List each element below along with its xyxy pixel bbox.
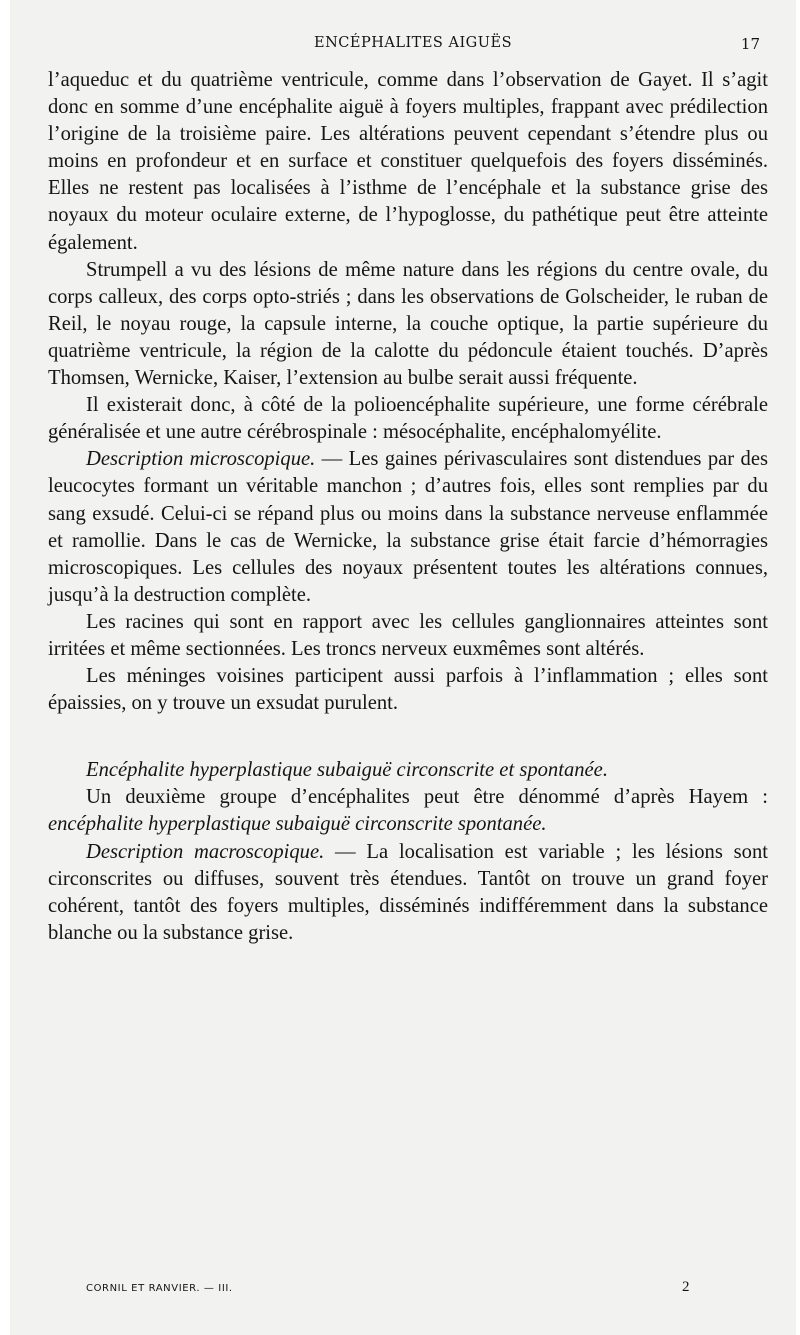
body-text <box>48 67 768 947</box>
paragraph-5: Les racines qui sont en rapport avec les cellules ganglionnaires atteintes sont irritées et même sectionnées. Les troncs nerveux euxmêmes sont altérés. <box>48 610 768 660</box>
sheet-number: 2 <box>682 1279 690 1295</box>
paragraph-7 <box>48 784 768 838</box>
paragraph-1: l’aqueduc et du quatrième ventricule, comme dans l’observation de Gayet. Il s’agit donc en somme d’une encéphalite aiguë à foyers multiples, frappant avec prédilection l’origine de la troisième paire. Les altérations peuvent cependant s’étendre plus ou moins en profondeur et en surface et constituer quelquefois des foyers disséminés. Elles ne restent pas localisées à l’isthme de l’encéphale et la substance grise des noyaux du moteur oculaire externe, de l’hypoglosse, du pathétique peut être atteinte également. <box>48 69 768 254</box>
section-heading: Encéphalite hyperplastique subaiguë circonscrite et spontanée. <box>86 759 608 782</box>
paragraph-8-label: Description macroscopique. <box>86 840 325 863</box>
paragraph-4 <box>48 446 768 609</box>
paragraph-6: Les méninges voisines participent aussi parfois à l’inflammation ; elles sont épaissies, on y trouve un exsudat purulent. <box>48 665 768 715</box>
paragraph-7-text: Un deuxième groupe d’encéphalites peut être dénommé d’après Hayem : <box>86 786 768 809</box>
running-title: ENCÉPHALITES AIGUËS <box>314 35 512 51</box>
section-spacer <box>48 717 768 757</box>
paragraph-3: Il existerait donc, à côté de la polioencéphalite supérieure, une forme cérébrale généralisée et une autre cérébrospinale : mésocéphalite, encéphalomyélite. <box>48 394 768 444</box>
paragraph-7-italic: encéphalite hyperplastique subaiguë circonscrite spontanée. <box>48 813 547 836</box>
paragraph-4-text: — Les gaines périvasculaires sont distendues par des leucocytes formant un véritable manchon ; d’autres fois, elles sont remplies par du sang exsudé. Celui-ci se répand plus ou moins dans la substance nerveuse enflammée et ramollie. Dans le cas de Wernicke, la substance grise était farcie d’hémorragies microscopiques. Les cellules des noyaux présentent toutes les altérations connues, jusqu’à la destruction complète. <box>48 448 768 606</box>
running-head <box>10 35 796 57</box>
paragraph-4-label: Description microscopique. <box>86 448 316 471</box>
paragraph-2: Strumpell a vu des lésions de même nature dans les régions du centre ovale, du corps calleux, des corps opto-striés ; dans les observations de Golscheider, le ruban de Reil, le noyau rouge, la capsule interne, la couche optique, la partie supérieure du quatrième ventricule, la région de la calotte du pédoncule étaient touchés. D’après Thomsen, Wernicke, Kaiser, l’extension au bulbe serait aussi fréquente. <box>48 258 768 390</box>
paragraph-8 <box>48 839 768 947</box>
paragraph-8-text: — La localisation est variable ; les lésions sont circonscrites ou diffuses, souvent très étendues. Tantôt on trouve un grand foyer cohérent, tantôt des foyers multiples, disséminés indifféremment dans la substance blanche ou la substance grise. <box>48 840 768 944</box>
printer-signature: CORNIL ET RANVIER. — III. <box>86 1283 233 1294</box>
page-number: 17 <box>740 35 760 53</box>
